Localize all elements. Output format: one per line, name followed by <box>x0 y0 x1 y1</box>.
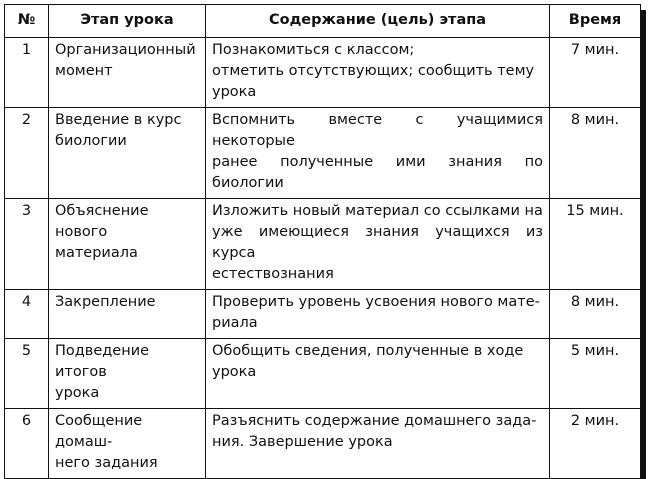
stage-line: урока <box>55 385 100 401</box>
row-num: 4 <box>5 290 49 339</box>
row-stage <box>49 38 206 108</box>
row-time: 8 мин. <box>550 290 641 339</box>
header-time: Время <box>550 5 641 38</box>
content-line: Изложить новый материал со ссылками на <box>212 203 543 219</box>
content-line: ранее полученные ими знания по биологии <box>212 154 543 191</box>
row-content <box>206 108 550 199</box>
table-header-row <box>5 5 641 38</box>
row-time: 8 мин. <box>550 108 641 199</box>
row-num: 6 <box>5 409 49 479</box>
content-line: ния. Завершение урока <box>212 434 393 450</box>
table-row <box>5 409 641 479</box>
header-content: Содержание (цель) этапа <box>206 5 550 38</box>
header-num: № <box>5 5 49 38</box>
row-content <box>206 409 550 479</box>
table-row <box>5 290 641 339</box>
stage-line: Подведение итогов <box>55 343 150 380</box>
content-line: урока <box>212 364 257 380</box>
content-line: Проверить уровень усвоения нового мате- <box>212 294 540 310</box>
stage-line: Организационный <box>55 42 196 58</box>
stage-line: Введение в курс <box>55 112 182 128</box>
table-row <box>5 38 641 108</box>
row-stage <box>49 108 206 199</box>
content-line: урока <box>212 84 257 100</box>
row-num: 5 <box>5 339 49 409</box>
stage-line: материала <box>55 245 138 261</box>
row-stage <box>49 409 206 479</box>
content-line: уже имеющиеся знания учащихся из курса <box>212 224 543 261</box>
table-row <box>5 199 641 290</box>
content-line: Обобщить сведения, полученные в ходе <box>212 343 524 359</box>
row-content <box>206 199 550 290</box>
row-content <box>206 290 550 339</box>
content-line: риала <box>212 315 258 331</box>
row-content <box>206 339 550 409</box>
row-time: 7 мин. <box>550 38 641 108</box>
row-stage <box>49 339 206 409</box>
content-line: Познакомиться с классом; <box>212 42 415 58</box>
row-content <box>206 38 550 108</box>
content-line: Разъяснить содержание домашнего зада- <box>212 413 537 429</box>
row-num: 3 <box>5 199 49 290</box>
stage-line: Закрепление <box>55 294 156 310</box>
content-line: отметить отсутствующих; сообщить тему <box>212 63 535 79</box>
row-time: 15 мин. <box>550 199 641 290</box>
stage-line: момент <box>55 63 113 79</box>
stage-line: него задания <box>55 455 158 471</box>
content-line: естествознания <box>212 266 334 282</box>
row-num: 2 <box>5 108 49 199</box>
lesson-plan-table-wrapper <box>4 4 640 479</box>
row-time: 5 мин. <box>550 339 641 409</box>
stage-line: Объяснение нового <box>55 203 149 240</box>
row-num: 1 <box>5 38 49 108</box>
stage-line: Сообщение домаш- <box>55 413 143 450</box>
table-row <box>5 339 641 409</box>
table-row <box>5 108 641 199</box>
row-time: 2 мин. <box>550 409 641 479</box>
lesson-plan-table <box>4 4 641 479</box>
stage-line: биологии <box>55 133 127 149</box>
row-stage <box>49 199 206 290</box>
content-line: Вспомнить вместе с учащимися некоторые <box>212 112 543 149</box>
row-stage <box>49 290 206 339</box>
header-stage: Этап урока <box>49 5 206 38</box>
